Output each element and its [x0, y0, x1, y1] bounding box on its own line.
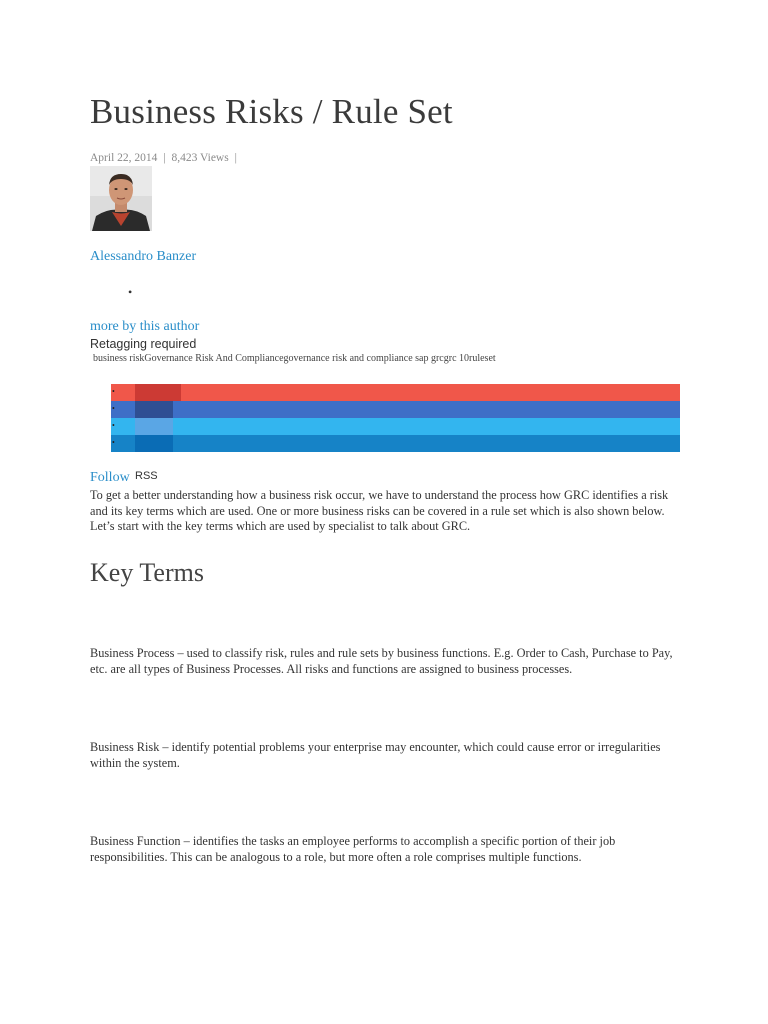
author-avatar[interactable] — [90, 166, 152, 231]
bullet-point: • — [128, 285, 133, 299]
meta-separator: | — [234, 152, 237, 164]
author-photo — [90, 166, 152, 231]
term-business-process: Business Process – used to classify risk, rules and rule sets by business functions. E.g. Order to Cash, Purchase to Pay, etc. are all types of Business Processes. All risks and functions are assigned to business processes. — [90, 646, 673, 676]
rss-link[interactable]: RSS — [135, 470, 158, 482]
twitter-icon — [135, 418, 173, 435]
linkedin-icon — [135, 435, 173, 452]
meta-separator: | — [163, 152, 166, 164]
term-business-risk: Business Risk – identify potential problems your enterprise may encounter, which could cause error or irregularities within the system. — [90, 740, 661, 770]
bullet-icon: • — [112, 404, 115, 413]
article-title: Business Risks / Rule Set — [90, 92, 453, 131]
bullet-icon: • — [112, 438, 115, 447]
more-by-author-link[interactable]: more by this author — [90, 319, 200, 334]
bullet-icon: • — [112, 421, 115, 430]
google-plus-icon — [135, 384, 181, 401]
share-button-facebook[interactable] — [111, 401, 680, 418]
follow-link[interactable]: Follow — [90, 470, 130, 485]
tags-list[interactable]: business riskGovernance Risk And Compliancegovernance risk and compliance sap grcgrc 10ruleset — [93, 353, 496, 364]
share-buttons — [111, 384, 680, 452]
facebook-icon — [135, 401, 173, 418]
term-business-function: Business Function – identifies the tasks an employee performs to accomplish a specific portion of their job responsibilities. This can be analogous to a role, but more often a role comprises multiple functions. — [90, 834, 616, 864]
intro-paragraph: To get a better understanding how a business risk occur, we have to understand the process how GRC identifies a risk and its key terms which are used. One or more business risks can be covered in a rule set which is also shown below. Let’s start with the key terms which are used by specialist to talk about GRC. — [90, 488, 669, 533]
key-terms-heading: Key Terms — [90, 558, 204, 587]
article-date: April 22, 2014 — [90, 152, 158, 164]
share-button-google-plus[interactable] — [111, 384, 680, 401]
article-views: 8,423 Views — [171, 152, 229, 164]
author-name-link[interactable]: Alessandro Banzer — [90, 249, 197, 264]
bullet-icon: • — [112, 387, 115, 396]
share-button-linkedin[interactable] — [111, 435, 680, 452]
share-button-twitter[interactable] — [111, 418, 680, 435]
retagging-status: Retagging required — [90, 337, 197, 351]
article-meta — [90, 152, 240, 164]
